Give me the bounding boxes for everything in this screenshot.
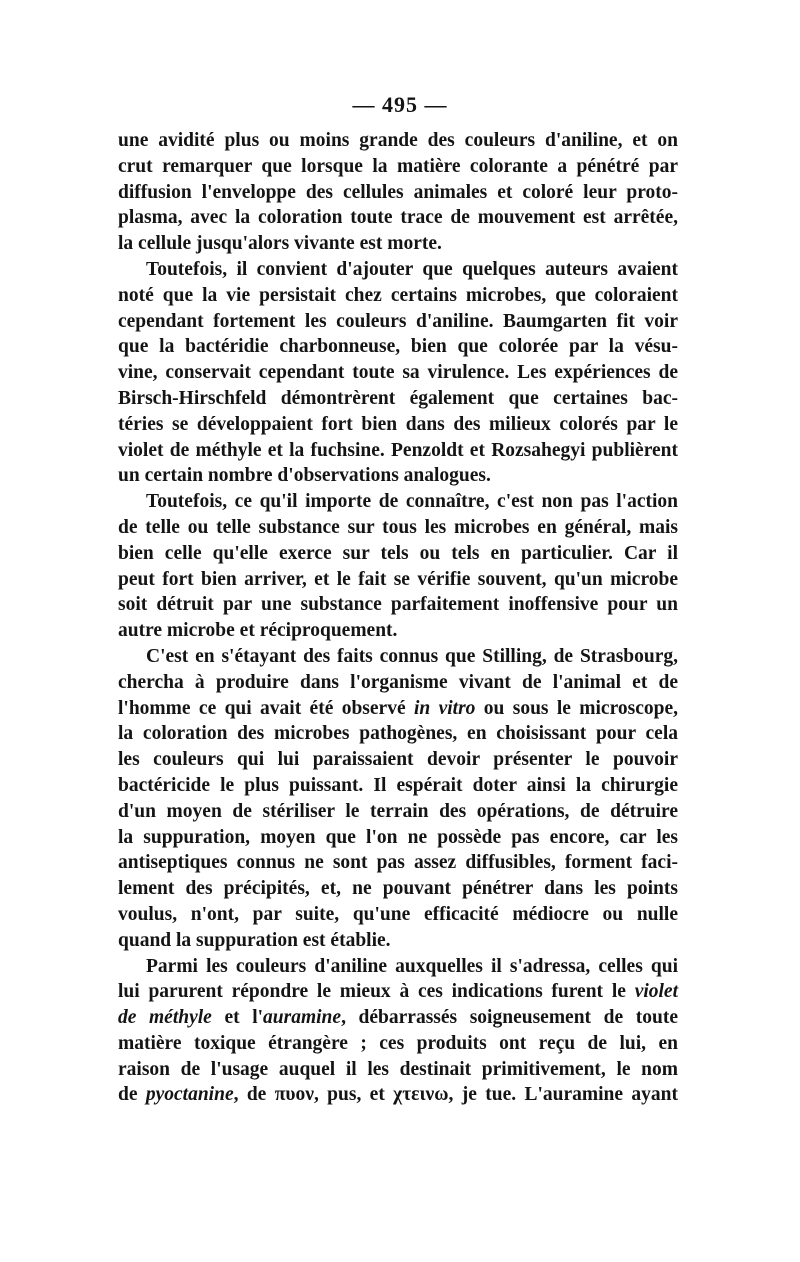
text-line: chercha à produire dans l'organisme vivant de l'animal et de [118, 671, 678, 693]
text-line: noté que la vie persistait chez certains microbes, que coloraient [118, 284, 678, 306]
text-line: la coloration des microbes pathogènes, en choisissant pour cela [118, 723, 678, 745]
text-run: et l' [224, 1007, 264, 1029]
italic-term: in vitro [413, 697, 476, 719]
text-run: l'homme ce qui avait été observé [118, 697, 406, 719]
paragraph [118, 954, 678, 1109]
text-line: Toutefois, ce qu'il importe de connaître, c'est non pas l'action [146, 491, 678, 513]
text-line: vine, conservait cependant toute sa virulence. Les expériences de [118, 362, 678, 384]
paragraph [118, 128, 678, 257]
text-line: diffusion l'enveloppe des cellules animales et coloré leur proto- [118, 181, 678, 203]
text-line: la cellule jusqu'alors vivante est morte. [118, 233, 442, 255]
paragraph [118, 644, 678, 954]
text-run: lui parurent répondre le mieux à ces indications furent le [118, 981, 626, 1003]
text-line: Toutefois, il convient d'ajouter que quelques auteurs avaient [146, 258, 678, 280]
text-line: autre microbe et réciproquement. [118, 620, 398, 642]
text-line: cependant fortement les couleurs d'aniline. Baumgarten fit voir [118, 310, 678, 332]
text-run: , débarrassés soigneusement de toute [341, 1007, 679, 1029]
text-line: raison de l'usage auquel il les destinait primitivement, le nom [118, 1058, 678, 1080]
text-line: C'est en s'étayant des faits connus que Stilling, de Strasbourg, [146, 645, 678, 667]
text-line: peut fort bien arriver, et le fait se vérifie souvent, qu'un microbe [118, 568, 678, 590]
text-line: d'un moyen de stériliser le terrain des opérations, de détruire [118, 800, 678, 822]
text-line: matière toxique étrangère ; ces produits ont reçu de lui, en [118, 1032, 678, 1054]
text-line: plasma, avec la coloration toute trace de mouvement est arrêtée, [118, 207, 678, 229]
text-line: un certain nombre d'observations analogues. [118, 465, 491, 487]
text-line [118, 696, 678, 722]
text-line: crut remarquer que lorsque la matière colorante a pénétré par [118, 155, 678, 177]
text-line: téries se développaient fort bien dans des milieux colorés par le [118, 413, 678, 435]
text-line: de telle ou telle substance sur tous les microbes en général, mais [118, 516, 678, 538]
text-line: que la bactéridie charbonneuse, bien que colorée par la vésu- [118, 336, 678, 358]
italic-term: auramine [263, 1007, 342, 1029]
text-run: , de πυον, pus, et χτεινω, je tue. L'auramine ayant [233, 1084, 678, 1106]
text-run: ou sous le microscope, [483, 697, 679, 719]
text-line: bien celle qu'elle exerce sur tels ou tels en particulier. Car il [118, 542, 678, 564]
text-line: voulus, n'ont, par suite, qu'une efficacité médiocre ou nulle [118, 903, 678, 925]
text-line: bactéricide le plus puissant. Il espérait doter ainsi la chirurgie [118, 774, 678, 796]
text-line: antiseptiques connus ne sont pas assez diffusibles, forment faci- [118, 852, 678, 874]
text-line: les couleurs qui lui paraissaient devoir présenter le pouvoir [118, 749, 678, 771]
text-line [118, 1082, 678, 1108]
italic-term: de méthyle [118, 1007, 212, 1029]
text-line: lement des précipités, et, ne pouvant pénétrer dans les points [118, 878, 678, 900]
page-number: — 495 — [352, 92, 448, 117]
text-line [118, 1005, 678, 1031]
text-line [118, 979, 678, 1005]
text-run: de [118, 1084, 138, 1106]
text-line: une avidité plus ou moins grande des couleurs d'aniline, et on [118, 130, 678, 151]
text-line: la suppuration, moyen que l'on ne possède pas encore, car les [118, 826, 678, 848]
body-text [118, 128, 678, 1108]
italic-term: pyoctanine [145, 1084, 234, 1106]
text-line: quand la suppuration est établie. [118, 929, 391, 951]
text-line: Birsch-Hirschfeld démontrèrent également que certaines bac- [118, 387, 678, 409]
text-line: soit détruit par une substance parfaitement inoffensive pour un [118, 594, 678, 616]
italic-term: violet [634, 981, 679, 1003]
text-line: violet de méthyle et la fuchsine. Penzoldt et Rozsahegyi publièrent [118, 439, 678, 461]
paragraph [118, 257, 678, 489]
paragraph [118, 489, 678, 644]
text-line: Parmi les couleurs d'aniline auxquelles il s'adressa, celles qui [146, 955, 678, 977]
